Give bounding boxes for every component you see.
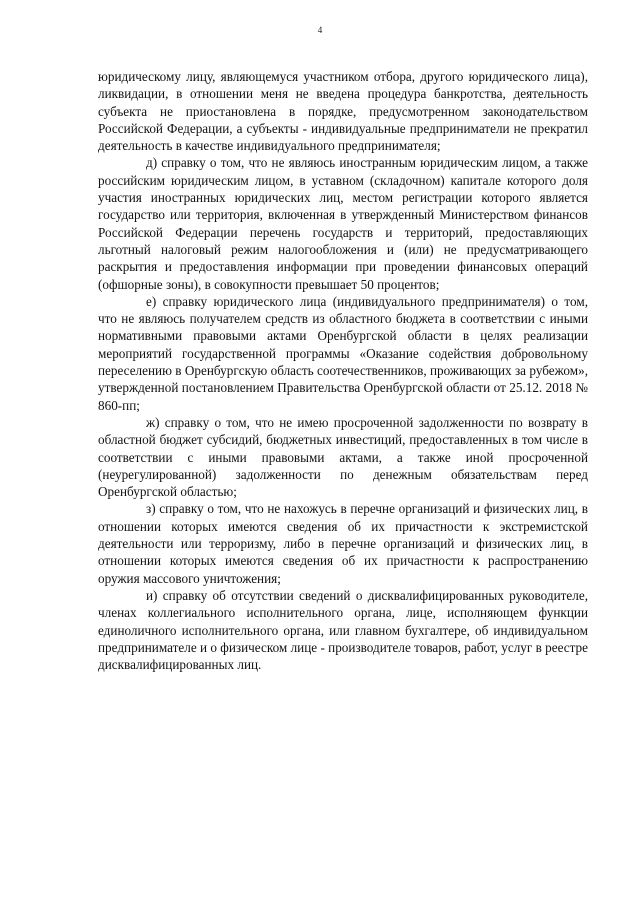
paragraph-item-d: д) справку о том, что не являюсь иностранным юридическим лицом, а также российским юридическим лицом, в уставном (складочном) капитале которого доля участия иностранных юридических лиц, местом регистрации которого является государство или территория, включенная в утвержденный Министерством финансов Российской Федерации перечень государств и территорий, предоставляющих льготный налоговый режим налогообложения и (или) не предусматривающего раскрытия и предоставления информации при проведении финансовых операций (офшорные зоны), в совокупности превышает 50 процентов; bbox=[98, 155, 588, 292]
page-number: 4 bbox=[317, 25, 323, 35]
document-body bbox=[98, 68, 588, 673]
paragraph-continuation: юридическому лицу, являющемуся участником отбора, другого юридического лица), ликвидации, в отношении меня не введена процедура банкротства, деятельность субъекта не приостановлена в порядке, предусмотренном законодательством Российской Федерации, а субъекты - индивидуальные предприниматели не прекратил деятельность в качестве индивидуального предпринимателя; bbox=[98, 69, 588, 154]
paragraph-item-i: и) справку об отсутствии сведений о дисквалифицированных руководителе, членах коллегиального исполнительного органа, лице, исполняющем функции единоличного исполнительного органа, или главном бухгалтере, об индивидуальном предпринимателе и о физическом лице - производителе товаров, работ, услуг в реестре дисквалифицированных лиц. bbox=[98, 587, 588, 673]
paragraph-item-z: з) справку о том, что не нахожусь в перечне организаций и физических лиц, в отношении которых имеются сведения об их причастности к экстремистской деятельности или терроризму, либо в перечне организаций и физических лиц, в отношении которых имеются сведения об их причастности к распространению оружия массового уничтожения; bbox=[98, 501, 588, 586]
paragraph-item-e: е) справку юридического лица (индивидуального предпринимателя) о том, что не являюсь получателем средств из областного бюджета в соответствии с иными нормативными правовыми актами Оренбургской области в целях реализации мероприятий государственной программы «Оказание содействия добровольному переселению в Оренбургскую область соотечественников, проживающих за рубежом», утвержденной постановлением Правительства Оренбургской области от 25.12. 2018 № 860-пп; bbox=[98, 293, 588, 413]
paragraph-item-zh: ж) справку о том, что не имею просроченной задолженности по возврату в областной бюджет субсидий, бюджетных инвестиций, предоставленных в том числе в соответствии с иными правовыми актами, а также иной просроченной (неурегулированной) задолженности по денежным обязательствам перед Оренбургской областью; bbox=[98, 414, 588, 500]
